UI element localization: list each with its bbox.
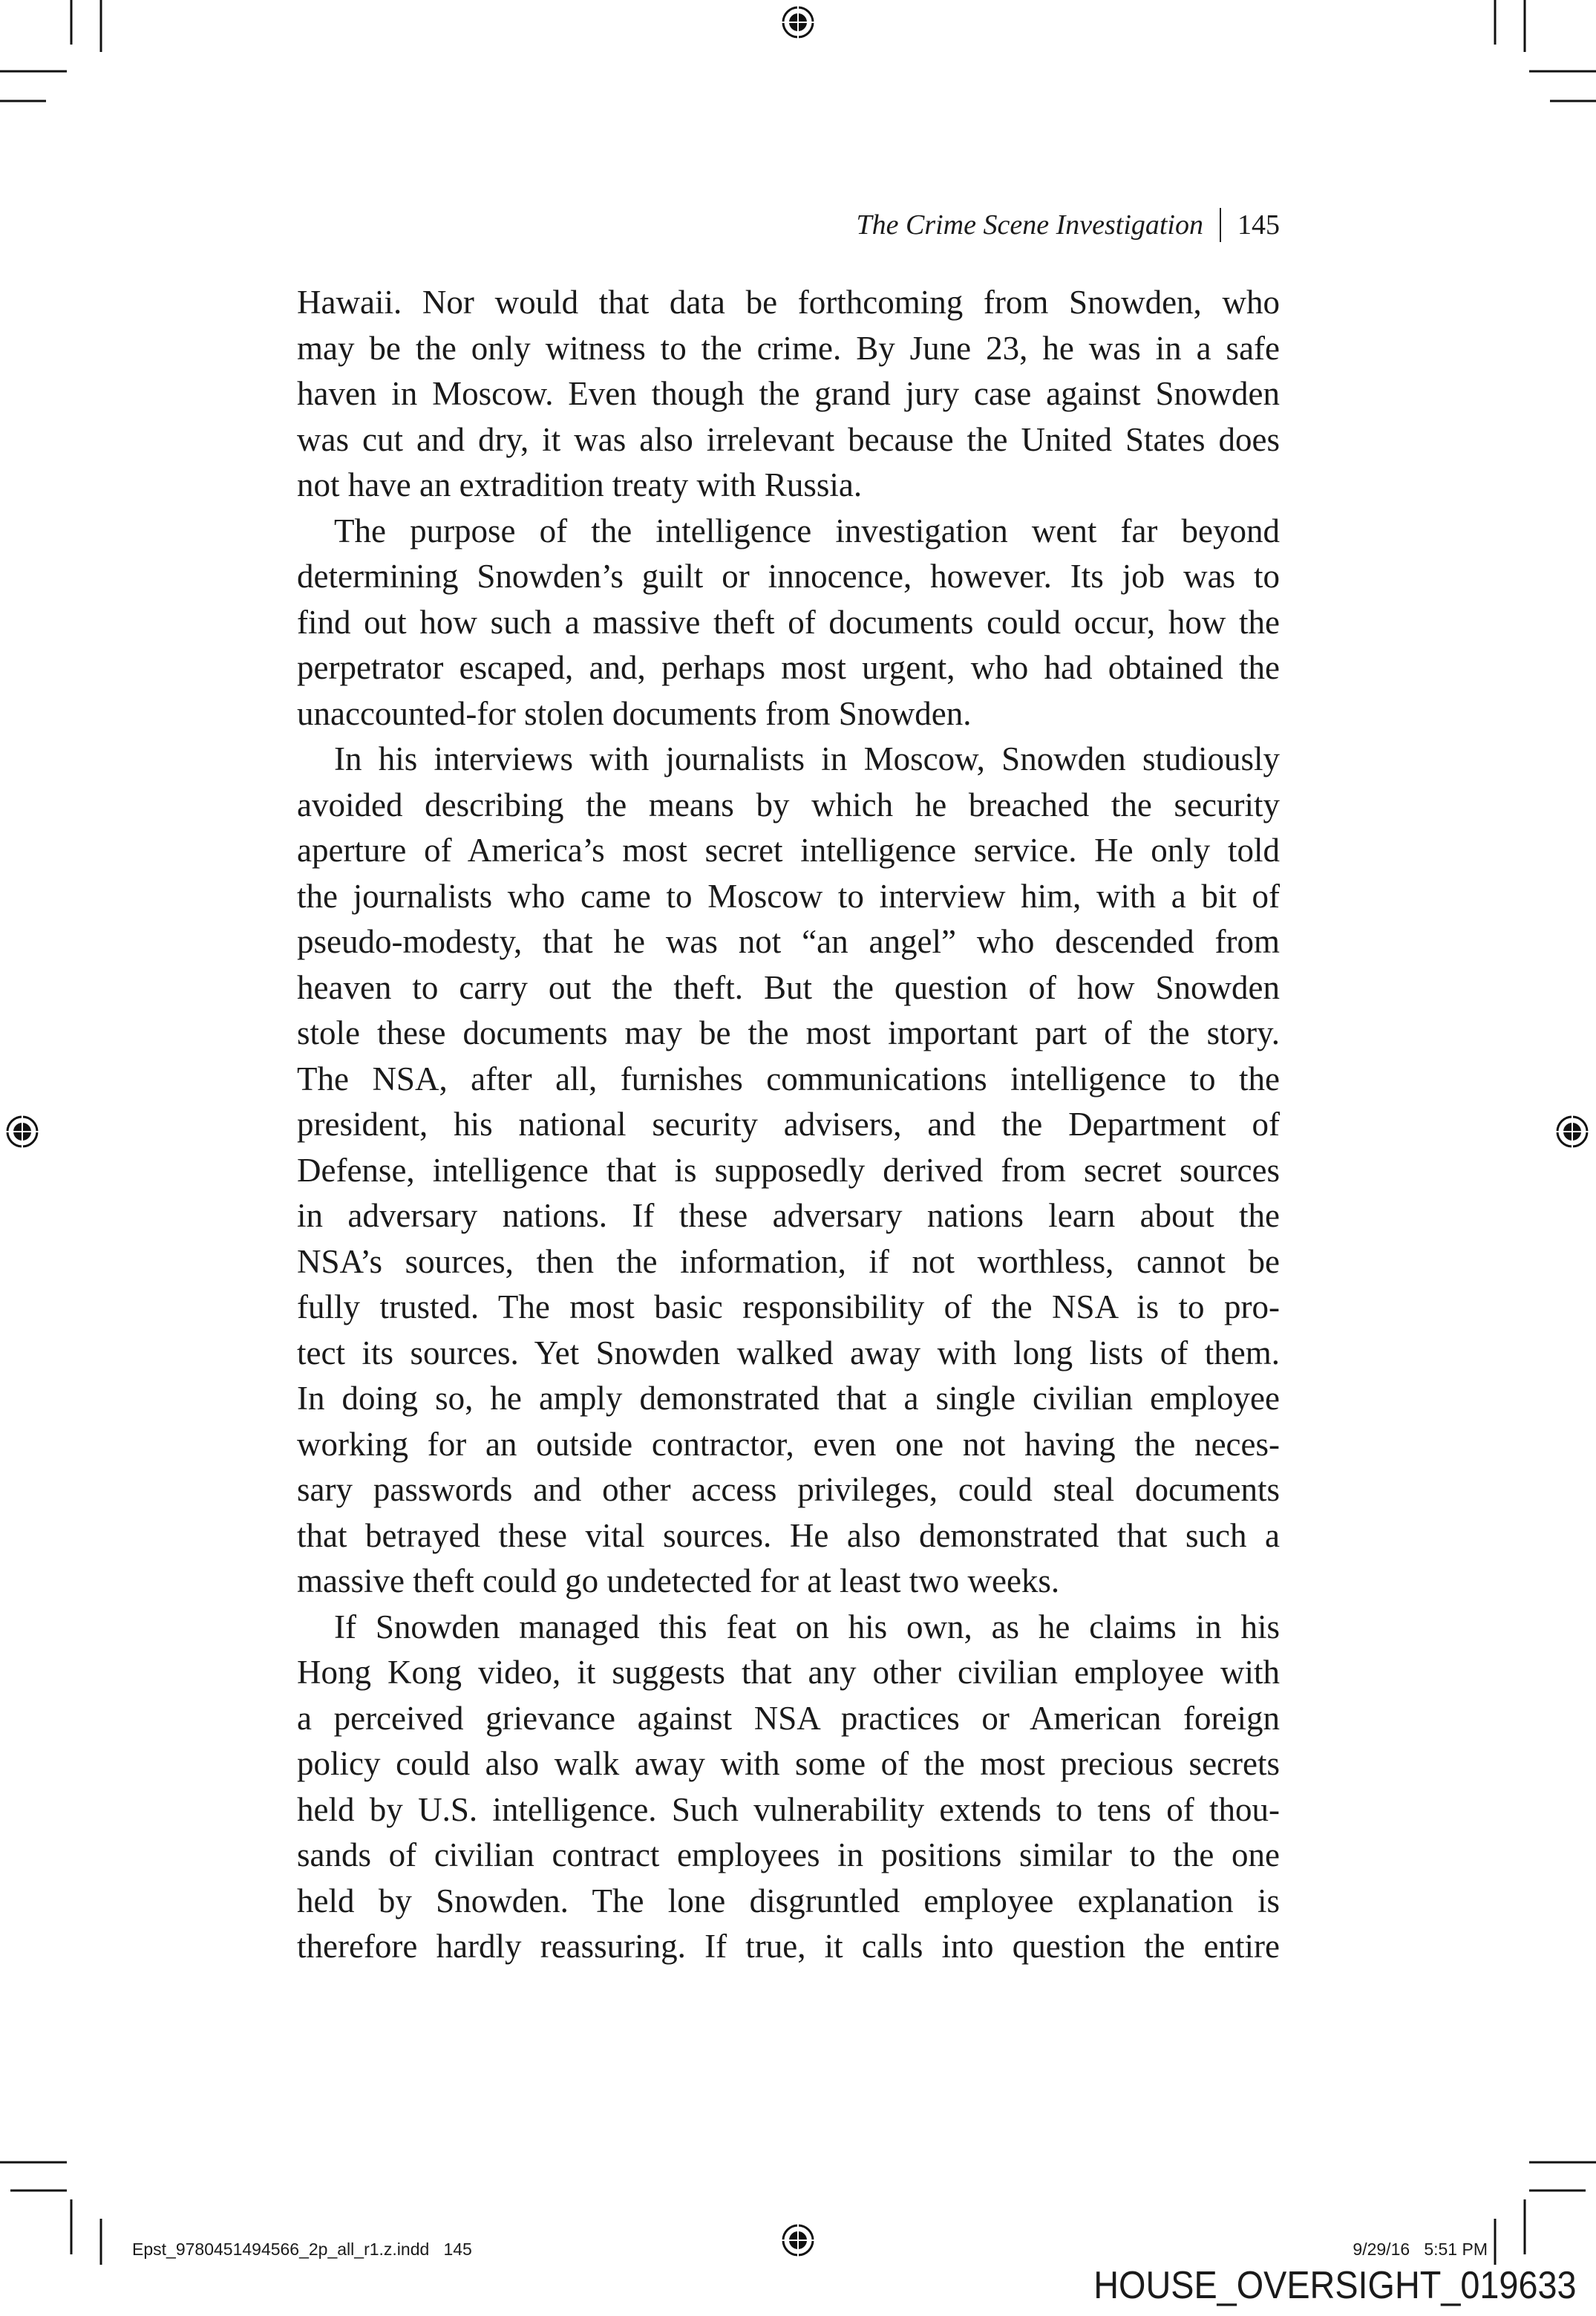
text-line: massive theft could go undetected for at least two weeks. [297,1562,1060,1599]
bates-number: HOUSE_OVERSIGHT_019633 [1093,2264,1577,2307]
text-line: may be the only witness to the crime. By June 23, he was in a safe [297,329,1280,367]
text-line: fully trusted. The most basic responsibility of the NSA is to pro- [297,1288,1280,1325]
text-line: unaccounted-for stolen documents from Snowden. [297,694,972,732]
text-line: heaven to carry out the theft. But the question of how Snowden [297,968,1280,1006]
page-number: 145 [1237,209,1280,241]
text-line: stole these documents may be the most important part of the story. [297,1014,1280,1051]
text-line: Defense, intelligence that is supposedly derived from secret sources [297,1151,1280,1189]
text-line: in adversary nations. If these adversary nations learn about the [297,1197,1280,1234]
text-line: working for an outside contractor, even one not having the neces- [297,1425,1280,1463]
header-divider [1220,208,1221,242]
text-line: that betrayed these vital sources. He also demonstrated that such a [297,1516,1280,1554]
text-line: Hawaii. Nor would that data be forthcoming from Snowden, who [297,284,1280,321]
text-line: sands of civilian contract employees in positions similar to the one [297,1836,1280,1873]
running-header [856,208,1280,242]
text-line: find out how such a massive theft of documents could occur, how the [297,603,1280,641]
text-line: perpetrator escaped, and, perhaps most urgent, who had obtained the [297,649,1280,686]
text-line: not have an extradition treaty with Russia. [297,466,863,503]
text-line: a perceived grievance against NSA practices or American foreign [297,1699,1280,1737]
footer-timestamp: 9/29/16 5:51 PM [1353,2240,1488,2259]
text-line: avoided describing the means by which he breached the security [297,786,1280,823]
body-text [297,280,1280,1970]
text-line: sary passwords and other access privileges, could steal documents [297,1471,1280,1508]
text-line: determining Snowden’s guilt or innocence, however. Its job was to [297,558,1280,595]
text-line: held by U.S. intelligence. Such vulnerability extends to tens of thou- [297,1790,1280,1828]
text-line: the journalists who came to Moscow to interview him, with a bit of [297,877,1280,915]
chapter-title: The Crime Scene Investigation [856,209,1203,241]
footer-file-name: Epst_9780451494566_2p_all_r1.z.indd 145 [132,2240,472,2259]
text-line: In his interviews with journalists in Moscow, Snowden studiously [334,740,1280,777]
text-line: The purpose of the intelligence investigation went far beyond [334,512,1280,549]
text-line: policy could also walk away with some of the most precious secrets [297,1745,1280,1782]
text-line: tect its sources. Yet Snowden walked away with long lists of them. [297,1334,1280,1371]
text-line: aperture of America’s most secret intelligence service. He only told [297,832,1280,869]
text-line: NSA’s sources, then the information, if not worthless, cannot be [297,1242,1280,1280]
text-line: In doing so, he amply demonstrated that a single civilian employee [297,1380,1280,1417]
text-line: pseudo-modesty, that he was not “an angel” who descended from [297,923,1280,960]
text-line: held by Snowden. The lone disgruntled employee explanation is [297,1882,1280,1919]
text-line: was cut and dry, it was also irrelevant because the United States does [297,420,1280,458]
text-line: The NSA, after all, furnishes communications intelligence to the [297,1060,1280,1097]
text-line: Hong Kong video, it suggests that any other civilian employee with [297,1654,1280,1691]
text-line: therefore hardly reassuring. If true, it calls into question the entire [297,1928,1280,1965]
text-line: president, his national security advisers, and the Department of [297,1106,1280,1143]
text-line: If Snowden managed this feat on his own, as he claims in his [334,1608,1280,1645]
text-line: haven in Moscow. Even though the grand jury case against Snowden [297,375,1280,412]
